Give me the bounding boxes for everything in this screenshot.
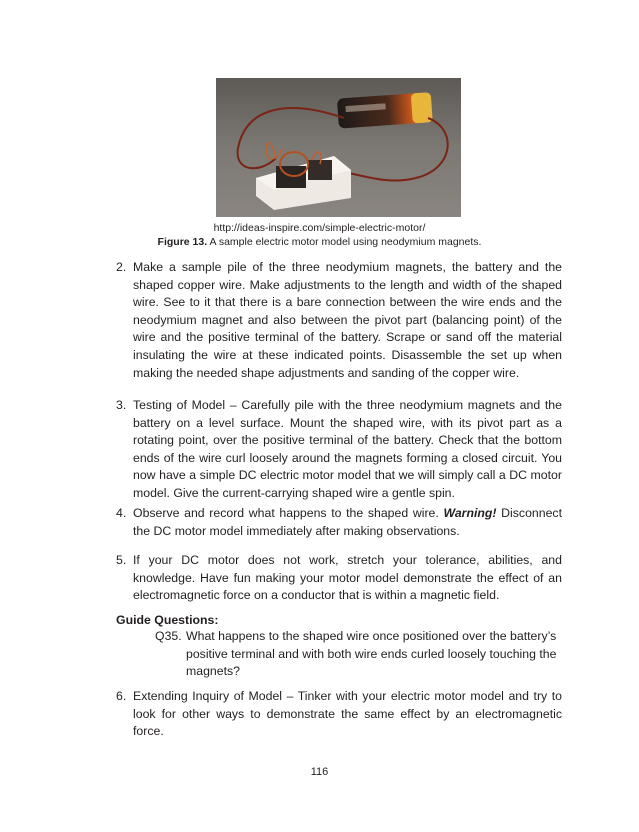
step-4-number: 4.	[116, 506, 127, 520]
step-4-text	[133, 505, 562, 540]
step-2	[116, 259, 562, 382]
motor-model-illustration	[216, 78, 461, 217]
step-4	[116, 505, 562, 540]
figure-caption	[0, 236, 639, 249]
step-2-text: Make a sample pile of the three neodymium magnets, the battery and the shaped copper wire. Make adjustments to the length and width of the shaped wire. See to it that there is a bare connection between the wire ends and the neodymium magnet and also between the pivot part (balancing point) of the wire and the positive terminal of the battery. Scrape or sand off the material insulating the wire at these indicated points. Disassemble the set up when making the needed shape adjustments and sanding of the copper wire.	[133, 260, 562, 380]
step-3	[116, 397, 562, 503]
motor-model-photo	[216, 78, 461, 217]
page-number: 116	[310, 766, 329, 778]
guide-questions-heading: Guide Questions:	[116, 613, 219, 627]
step-3-text: Testing of Model – Carefully pile with the three neodymium magnets and the battery on a level surface. Mount the shaped wire, with its pivot part as a rotating point, over the positive terminal of the battery. Check that the bottom ends of the wire curl loosely around the magnets forming a closed circuit. You now have a simple DC electric motor model that we will simply call a DC motor model. Give the current-carrying shaped wire a gentle spin.	[133, 398, 562, 500]
step-6-text: Extending Inquiry of Model – Tinker with your electric motor model and try to look for other ways to demonstrate the same effect by an electromagnetic force.	[133, 689, 562, 739]
step-4-text-before: Observe and record what happens to the shaped wire.	[133, 506, 444, 520]
step-4-text-after: Disconnect the DC motor model immediately after making observations.	[133, 506, 562, 538]
figure-source-url: http://ideas-inspire.com/simple-electric-motor/	[213, 222, 426, 234]
guide-question-q35	[155, 628, 565, 681]
guide-question-text: What happens to the shaped wire once positioned over the battery’s positive terminal and with both wire ends curled loosely touching the magnets?	[186, 629, 557, 679]
step-6-number: 6.	[116, 689, 127, 703]
figure-caption-text: A sample electric motor model using neodymium magnets.	[207, 236, 482, 248]
step-5-number: 5.	[116, 553, 127, 567]
step-3-number: 3.	[116, 398, 127, 412]
step-5-text: If your DC motor does not work, stretch your tolerance, abilities, and knowledge. Have fun making your motor model demonstrate the effect of an electromagnetic force on a conductor that is within a magnetic field.	[133, 553, 562, 603]
figure-caption-label: Figure 13.	[157, 236, 208, 248]
step-2-number: 2.	[116, 260, 127, 274]
guide-question-number: Q35.	[155, 629, 182, 643]
step-6	[116, 688, 562, 741]
step-5	[116, 552, 562, 605]
step-4-warning: Warning!	[443, 506, 497, 520]
